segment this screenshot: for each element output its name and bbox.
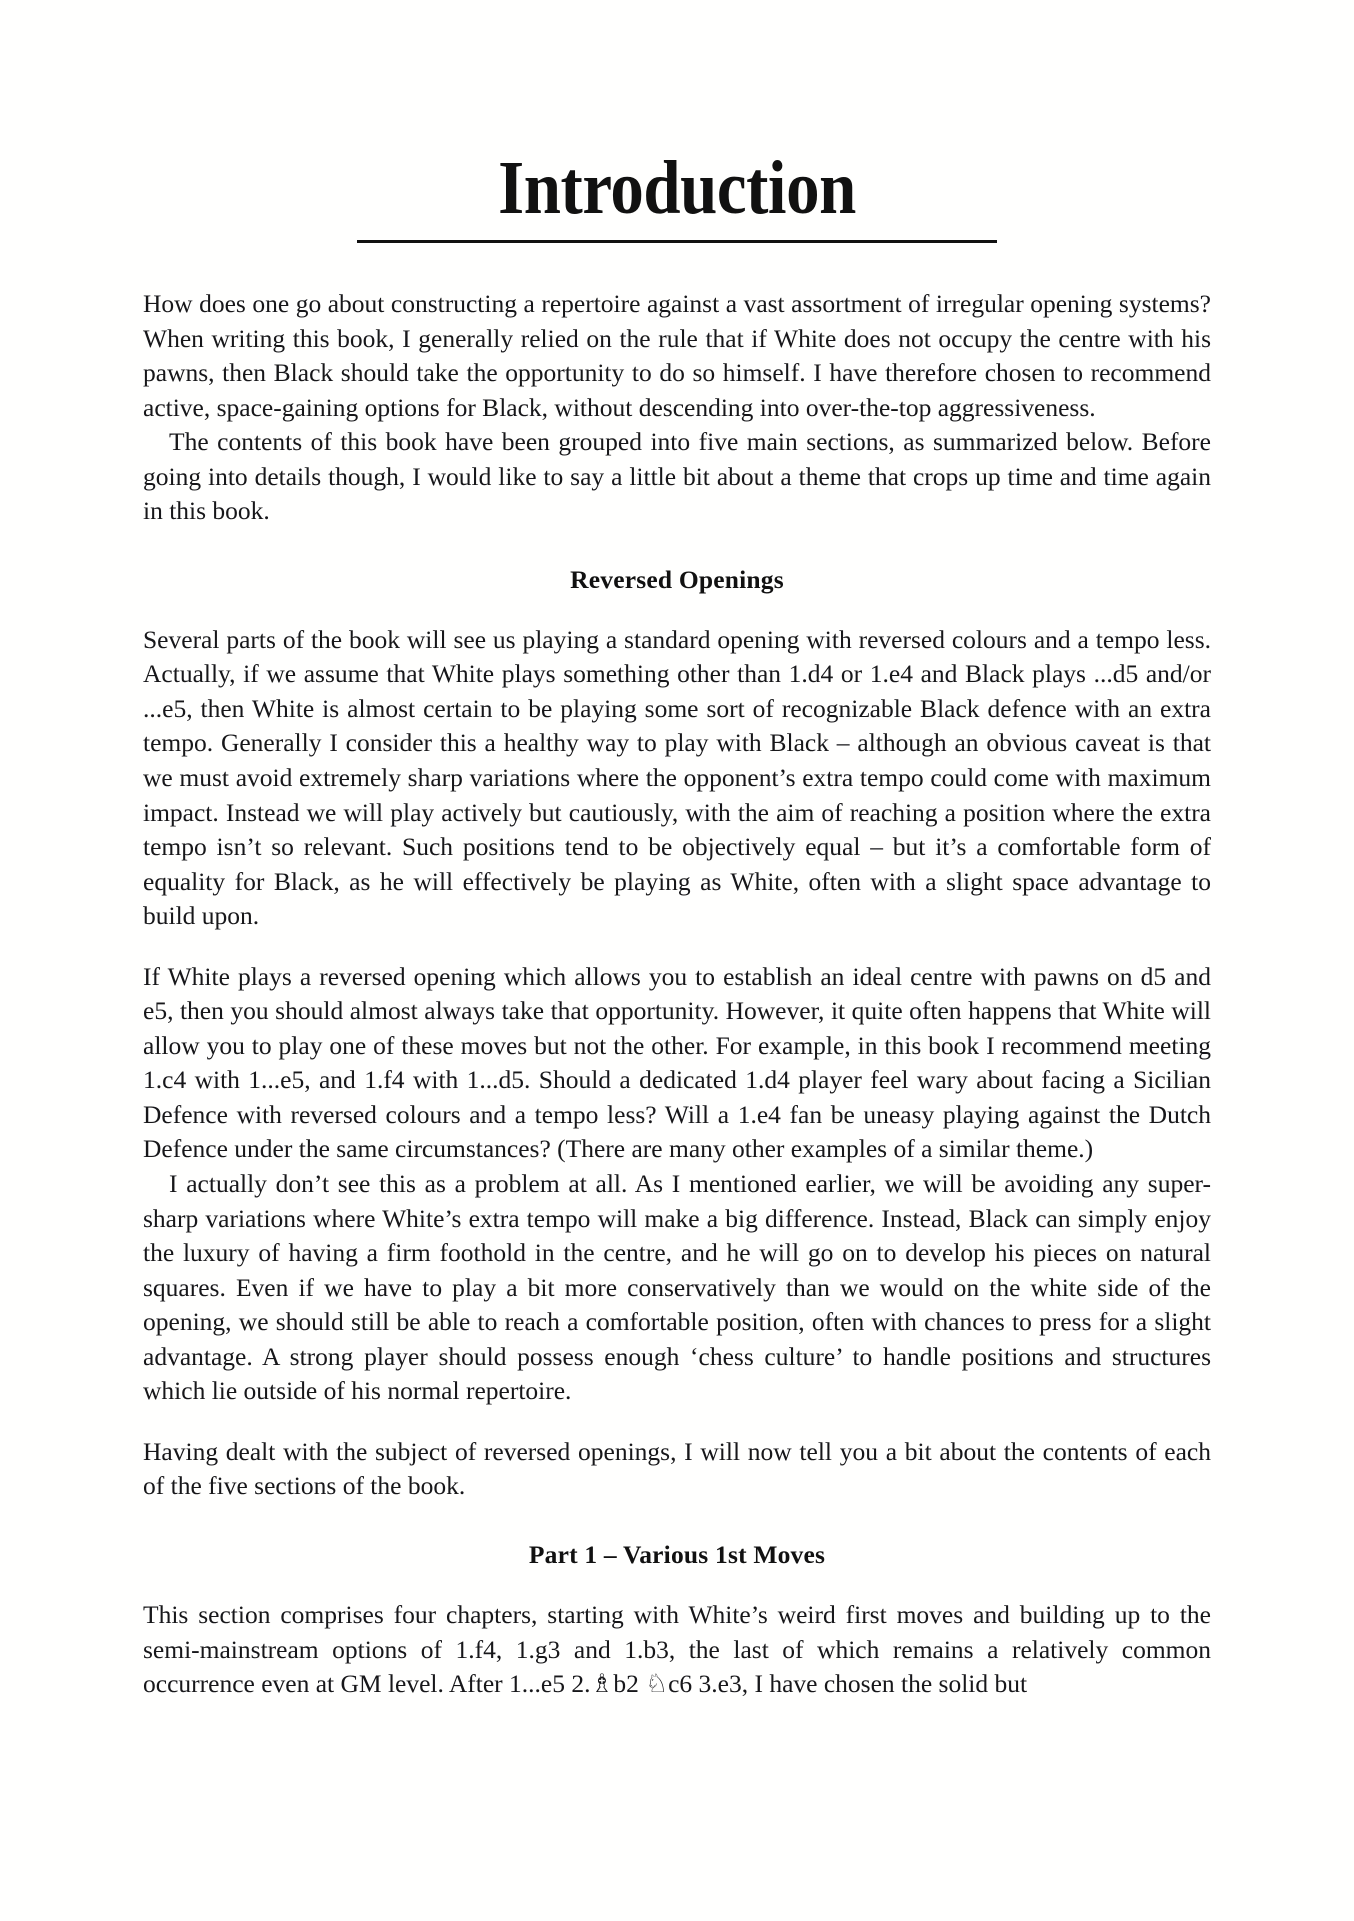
paragraph: I actually don’t see this as a problem at all. As I mentioned earlier, we will be avoiding any super-sharp variations where White’s extra tempo will make a big difference. Instead, Black can simply enjoy the luxury of having a firm foothold in the centre, and he will go on to develop his pieces on natural squares. Even if we have to play a bit more conservatively than we would on the white side of the opening, we should still be able to reach a comfortable position, often with chances to press for a slight advantage. A strong player should possess enough ‘chess culture’ to handle positions and structures which lie outside of his normal repertoire. [143,1169,1211,1406]
section-heading-reversed-openings: Reversed Openings [570,564,784,594]
page-content [143,146,1211,1702]
paragraph: Several parts of the book will see us playing a standard opening with reversed colours and a tempo less. Actually, if we assume that White plays something other than 1.d4 or 1.e4 and Black plays ...d5 and/or ...e5, then White is almost certain to be playing some sort of recognizable Black defence with an extra tempo. Generally I consider this a healthy way to play with Black – although an obvious caveat is that we must avoid extremely sharp variations where the opponent’s extra tempo could come with maximum impact. Instead we will play actively but cautiously, with the aim of reaching a position where the extra tempo isn’t so relevant. Such positions tend to be objectively equal – but it’s a comfortable form of equality for Black, as he will effectively be playing as White, often with a slight space advantage to build upon. [143,624,1211,931]
paragraph: Having dealt with the subject of reversed openings, I will now tell you a bit about the contents of each of the five sections of the book. [143,1436,1211,1501]
paragraph: This section comprises four chapters, starting with White’s weird first moves and building up to the semi-mainstream options of 1.f4, 1.g3 and 1.b3, the last of which remains a relatively common occurrence even at GM level. After 1...e5 2.♗b2 ♘c6 3.e3, I have chosen the solid but [143,1599,1211,1699]
page-title: Introduction [498,146,856,230]
paragraph: If White plays a reversed opening which allows you to establish an ideal centre with pawns on d5 and e5, then you should almost always take that opportunity. However, it quite often happens that White will allow you to play one of these moves but not the other. For example, in this book I recommend meeting 1.c4 with 1...e5, and 1.f4 with 1...d5. Should a dedicated 1.d4 player feel wary about facing a Sicilian Defence with reversed colours and a tempo less? Will a 1.e4 fan be uneasy playing against the Dutch Defence under the same circumstances? (There are many other examples of a similar theme.) [143,961,1211,1164]
section-heading-part-1: Part 1 – Various 1st Moves [528,1539,826,1569]
title-divider [357,240,997,243]
intro-block [143,287,1211,529]
paragraph: The contents of this book have been grouped into five main sections, as summarized below. Before going into details though, I would like to say a little bit about a theme that crops up time and time again in this book. [143,427,1211,526]
paragraph: How does one go about constructing a repertoire against a vast assortment of irregular opening systems? When writing this book, I generally relied on the rule that if White does not occupy the centre with his pawns, then Black should take the opportunity to do so himself. I have therefore chosen to recommend active, space-gaining options for Black, without descending into over-the-top aggressiveness. [143,289,1211,422]
